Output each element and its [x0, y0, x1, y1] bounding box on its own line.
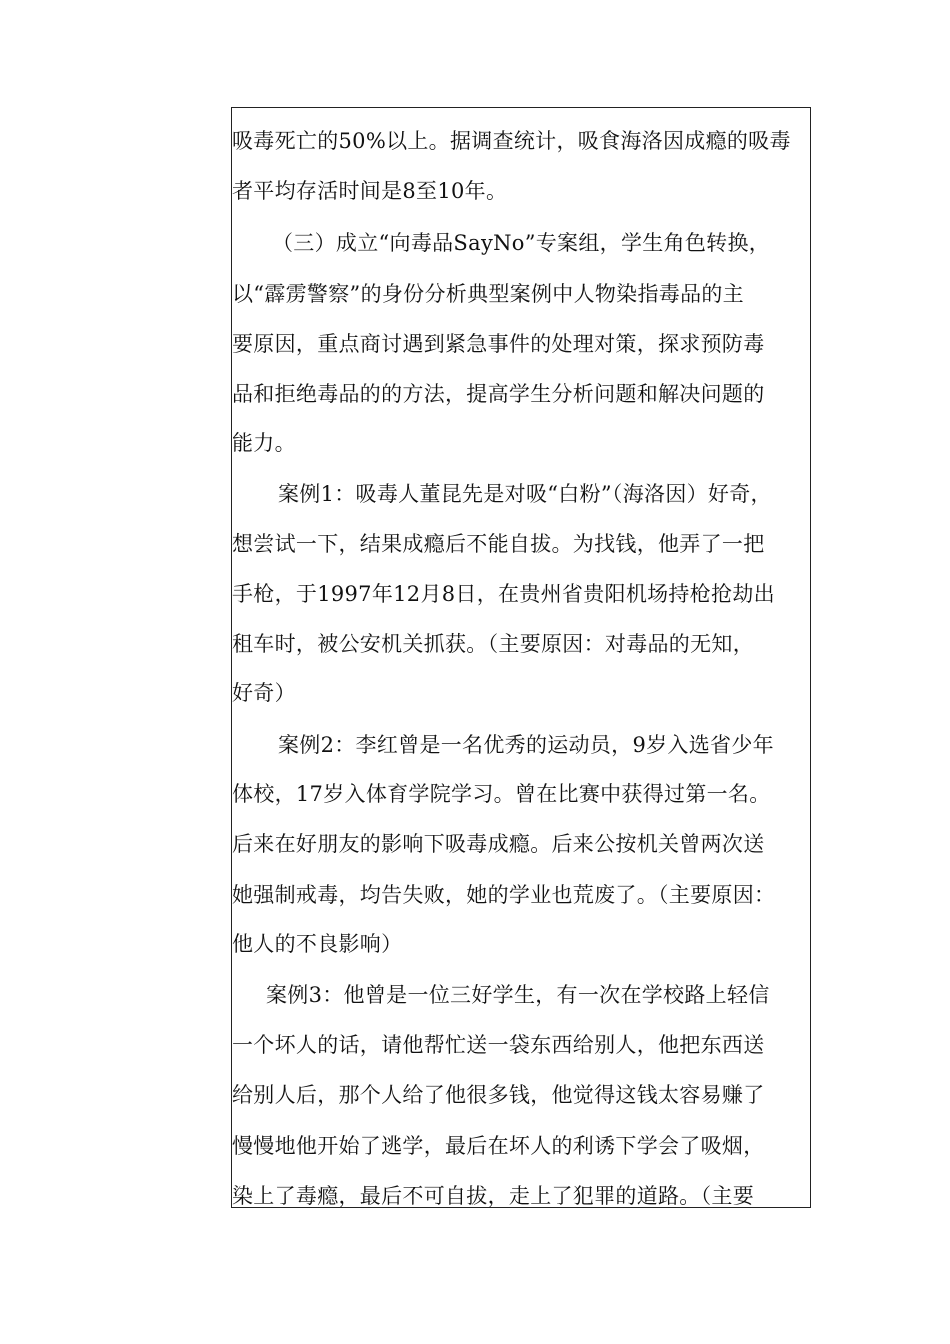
text-line: 一个坏人的话，请他帮忙送一袋东西给别人，他把东西送	[232, 1033, 765, 1057]
text-line: 后来在好朋友的影响下吸毒成瘾。后来公按机关曾两次送	[232, 832, 765, 856]
text-line: （三）成立“向毒品SayNo”专案组，学生角色转换，	[272, 231, 771, 255]
text-line: 案例3：他曾是一位三好学生，有一次在学校路上轻信	[266, 983, 770, 1007]
text-line: 体校，17岁入体育学院学习。曾在比赛中获得过第一名。	[232, 782, 771, 806]
text-line: 手枪，于1997年12月8日，在贵州省贵阳机场持枪抢劫出	[232, 582, 775, 606]
text-line: 要原因，重点商讨遇到紧急事件的处理对策，探求预防毒	[232, 332, 765, 356]
text-frame	[231, 107, 811, 1208]
text-line: 他人的不良影响）	[232, 932, 403, 956]
text-line: 案例2：李红曾是一名优秀的运动员，9岁入选省少年	[278, 733, 774, 757]
text-line: 以“霹雳警察”的身份分析典型案例中人物染指毒品的主	[232, 282, 744, 306]
text-line: 品和拒绝毒品的的方法，提高学生分析问题和解决问题的	[232, 382, 765, 406]
text-line: 染上了毒瘾，最后不可自拔，走上了犯罪的道路。（主要	[232, 1184, 754, 1208]
text-line: 能力。	[232, 431, 296, 455]
text-line: 给别人后，那个人给了他很多钱，他觉得这钱太容易赚了	[232, 1083, 765, 1107]
text-line: 吸毒死亡的50%以上。据调查统计，吸食海洛因成瘾的吸毒	[232, 129, 791, 153]
text-line: 好奇）	[232, 681, 296, 705]
text-line: 慢慢地他开始了逃学，最后在坏人的利诱下学会了吸烟，	[232, 1134, 765, 1158]
text-line: 者平均存活时间是8至10年。	[232, 179, 508, 203]
text-line: 案例1：吸毒人董昆先是对吸“白粉”（海洛因）好奇，	[278, 482, 772, 506]
text-line: 她强制戒毒，均告失败，她的学业也荒废了。（主要原因：	[232, 883, 776, 907]
text-line: 想尝试一下，结果成瘾后不能自拔。为找钱，他弄了一把	[232, 532, 765, 556]
text-line: 租车时，被公安机关抓获。（主要原因：对毒品的无知，	[232, 632, 754, 656]
